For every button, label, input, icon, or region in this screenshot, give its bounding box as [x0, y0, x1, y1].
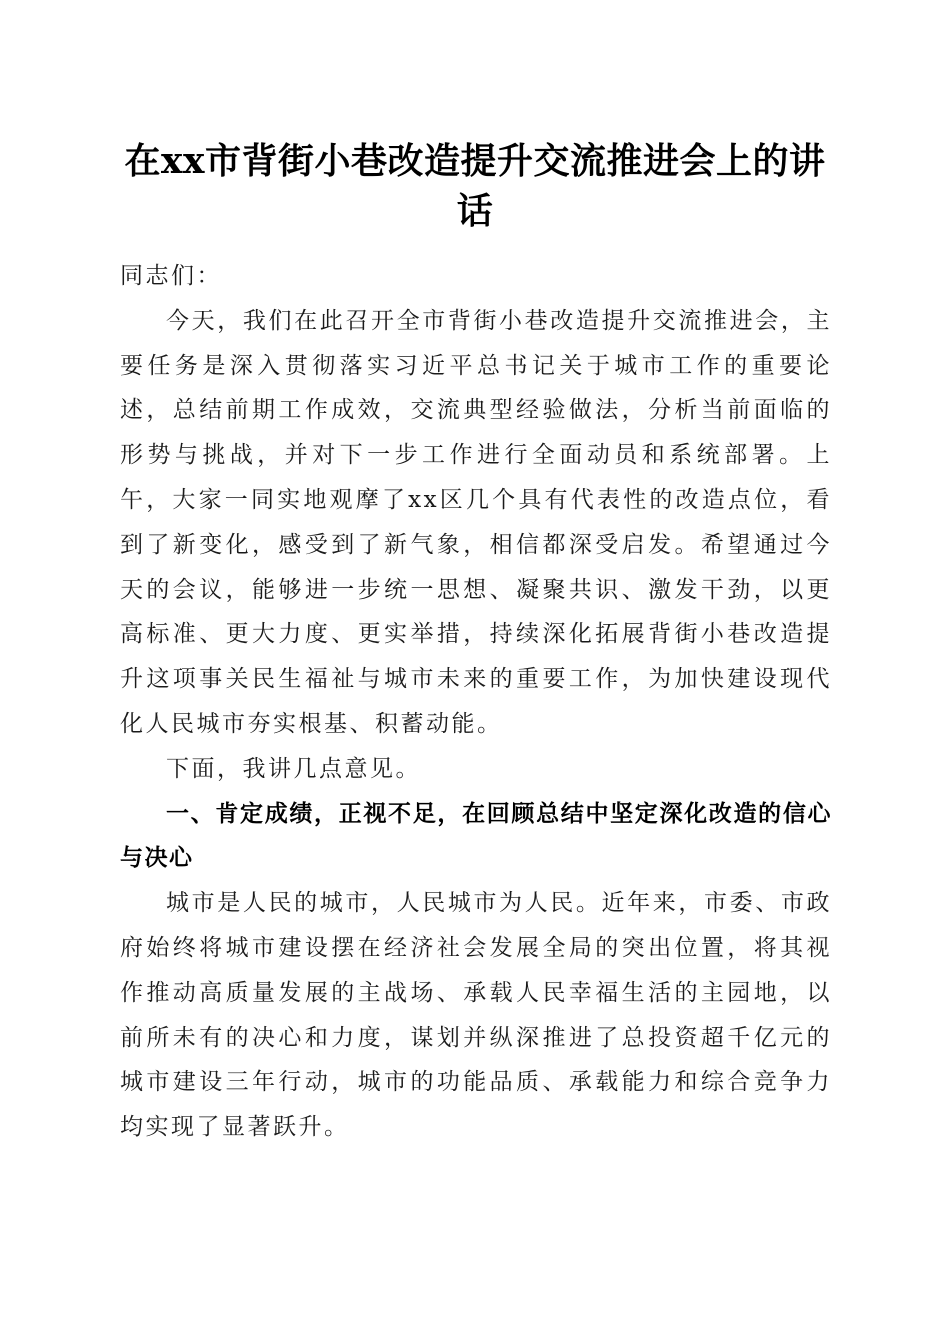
document-title: 在xx市背街小巷改造提升交流推进会上的讲话 [124, 140, 826, 232]
salutation: 同志们： [120, 263, 222, 289]
section-heading-1: 一、肯定成绩，正视不足，在回顾总结中坚定深化改造的信心与决心 [120, 800, 832, 872]
paragraph-transition: 下面，我讲几点意见。 [166, 755, 421, 782]
document-body [120, 254, 832, 1150]
paragraph-intro: 今天，我们在此召开全市背街小巷改造提升交流推进会，主要任务是深入贯彻落实习近平总书记关于城市工作的重要论述，总结前期工作成效，交流典型经验做法，分析当前面临的形势与挑战，并对下一步工作进行全面动员和系统部署。上午，大家一同实地观摩了xx区几个具有代表性的改造点位，看到了新变化，感受到了新气象，相信都深受启发。希望通过今天的会议，能够进一步统一思想、凝聚共识、激发干劲，以更高标准、更大力度、更实举措，持续深化拓展背街小巷改造提升这项事关民生福祉与城市未来的重要工作，为加快建设现代化人民城市夯实根基、积蓄动能。 [120, 307, 832, 737]
paragraph-section-1: 城市是人民的城市，人民城市为人民。近年来，市委、市政府始终将城市建设摆在经济社会发展全局的突出位置，将其视作推动高质量发展的主战场、承载人民幸福生活的主园地，以前所未有的决心和力度，谋划并纵深推进了总投资超千亿元的城市建设三年行动，城市的功能品质、承载能力和综合竞争力均实现了显著跃升。 [120, 890, 832, 1141]
